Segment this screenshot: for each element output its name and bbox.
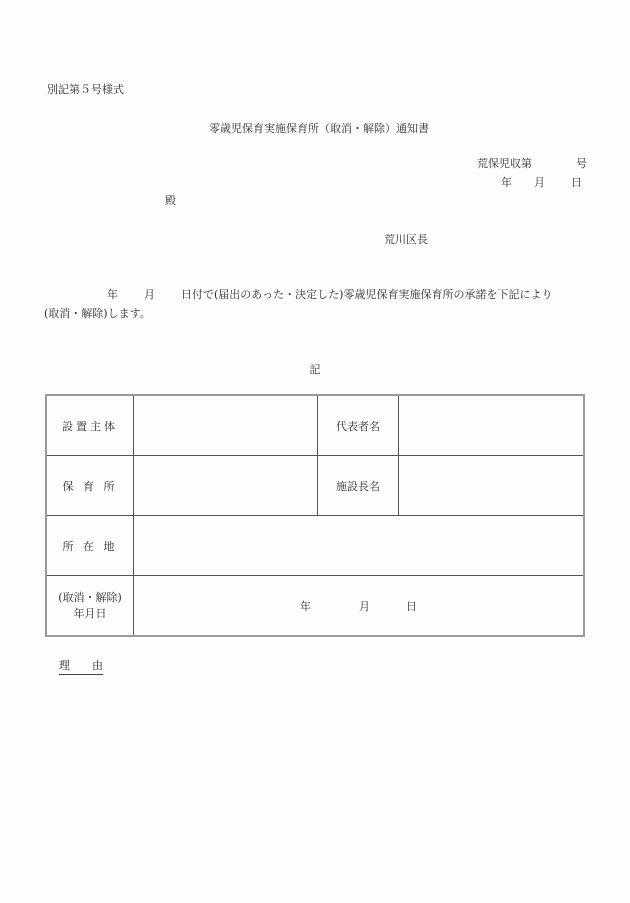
date-day: 日	[571, 176, 582, 189]
reason-char-2: 由	[92, 659, 103, 672]
table-row	[46, 456, 584, 516]
label-establisher: 設置主体	[46, 395, 134, 456]
label-cancel-line2: 年月日	[73, 606, 107, 620]
body-line-1	[47, 286, 552, 302]
value-cancel-date	[134, 576, 585, 637]
value-establisher	[134, 395, 318, 456]
value-representative	[399, 395, 585, 456]
date-month: 月	[534, 176, 545, 189]
body-text: 日付で(届出のあった・決定した)零歳児保育実施保育所の承諾を下記により	[181, 288, 553, 301]
label-address: 所 在 地	[46, 516, 134, 576]
label-director: 施設長名	[318, 456, 399, 516]
addressee: 殿	[165, 194, 176, 207]
cancel-year: 年	[300, 599, 311, 613]
table-row	[46, 576, 584, 637]
label-nursery: 保 育 所	[46, 456, 134, 516]
table-row	[46, 516, 584, 576]
label-cancel-date	[46, 576, 134, 637]
notice-table	[45, 394, 585, 637]
reason-heading	[59, 657, 103, 675]
value-director	[399, 456, 585, 516]
body-year: 年	[107, 288, 118, 301]
reference-prefix: 荒保児収第	[477, 157, 532, 170]
form-number: 別記第５号様式	[47, 83, 124, 96]
ki-heading: 記	[309, 363, 321, 376]
reason-char-1: 理	[59, 659, 70, 672]
date-year: 年	[501, 176, 512, 189]
document-title: 零歳児保育実施保育所（取消・解除）通知書	[209, 122, 429, 135]
issue-date	[501, 174, 582, 190]
label-representative: 代表者名	[318, 395, 399, 456]
reference-suffix: 号	[576, 157, 587, 170]
value-nursery	[134, 456, 318, 516]
issuer: 荒川区長	[384, 233, 428, 246]
value-address	[134, 516, 585, 576]
body-line-2: (取消・解除)します。	[44, 307, 151, 320]
cancel-month: 月	[359, 599, 370, 613]
cancel-day: 日	[406, 599, 417, 613]
reference-number	[477, 155, 587, 171]
table-row	[46, 395, 584, 456]
body-month: 月	[144, 288, 155, 301]
label-cancel-line1: (取消・解除)	[58, 590, 122, 604]
